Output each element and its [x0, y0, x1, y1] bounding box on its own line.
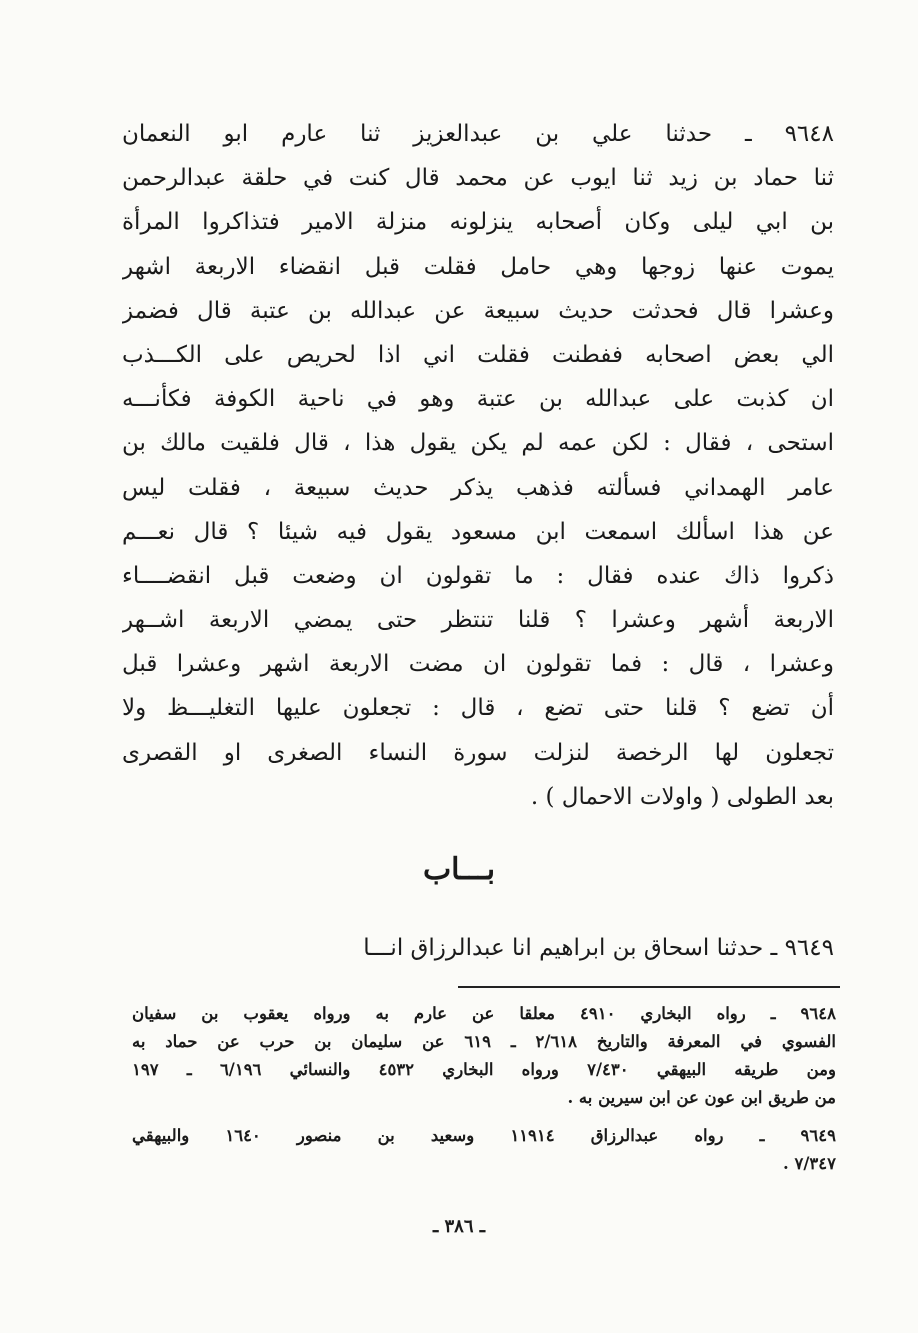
text-line: أن تضع ؟ قلنا حتى تضع ، قال : تجعلون عليها التغليـــظ ولا [122, 695, 834, 722]
text-line: وعشرا قال فحدثت حديث سبيعة عن عبدالله بن عتبة قال فضمز [122, 297, 834, 324]
text-line: وعشرا ، قال : فما تقولون ان مضت الاربعة اشهر وعشرا قبل [122, 651, 834, 678]
footnote-line: ومن طريقه البيهقي ٧/٤٣٠ ورواه البخاري ٤٥٣٢ والنسائي ٦/١٩٦ ـ ١٩٧ [132, 1060, 836, 1079]
footnote-line: ٩٦٤٨ ـ رواه البخاري ٤٩١٠ معلقا عن عارم به ورواه يعقوب بن سفيان [132, 1004, 836, 1023]
chapter-heading: بـــاب [422, 852, 496, 887]
text-line: الي بعض اصحابه ففطنت فقلت اني اذا لحريص على الكـــذب [122, 341, 834, 368]
text-line: ذكروا ذاك عنده فقال : ما تقولون ان وضعت قبل انقضــــاء [122, 562, 834, 589]
text-line: عامر الهمداني فسألته فذهب يذكر حديث سبيعة ، فقلت ليس [122, 474, 834, 501]
text-line: عن هذا اسألك اسمعت ابن مسعود يقول فيه شيئا ؟ قال نعـــم [122, 518, 834, 545]
text-line: بن ابي ليلى وكان أصحابه ينزلونه منزلة الامير فتذاكروا المرأة [122, 209, 834, 236]
footnote-line: من طريق ابن عون عن ابن سيرين به . [567, 1088, 836, 1107]
footnote-line: الفسوي في المعرفة والتاريخ ٢/٦١٨ ـ ٦١٩ عن سليمان بن حرب عن حماد به [132, 1032, 836, 1051]
hadith-9648-text [122, 112, 834, 819]
text-line: بعد الطولى ( واولات الاحمال ) . [530, 783, 834, 810]
footnote-line: ٧/٣٤٧ . [783, 1154, 836, 1173]
text-line: يموت عنها زوجها وهي حامل فقلت قبل انقضاء الاربعة اشهر [122, 253, 834, 280]
text-line: الاربعة أشهر وعشرا ؟ قلنا تنتظر حتى يمضي الاربعة اشــهر [122, 607, 834, 634]
text-line: ثنا حماد بن زيد ثنا ايوب عن محمد قال كنت في حلقة عبدالرحمن [122, 165, 834, 192]
text-line: تجعلون لها الرخصة لنزلت سورة النساء الصغرى او القصرى [122, 739, 834, 766]
text-line: ان كذبت على عبدالله بن عتبة وهو في ناحية الكوفة فكأنـــه [122, 386, 834, 413]
footnotes [132, 1000, 836, 1178]
text-line: ٩٦٤٨ ـ حدثنا علي بن عبدالعزيز ثنا عارم ابو النعمان [122, 121, 834, 147]
hadith-9649-opening: ٩٦٤٩ ـ حدثنا اسحاق بن ابراهيم انا عبدالرزاق انـــا [363, 935, 834, 961]
page-number: ـ ٣٨٦ ـ [432, 1216, 486, 1237]
footnote-line: ٩٦٤٩ ـ رواه عبدالرزاق ١١٩١٤ وسعيد بن منصور ١٦٤٠ والبيهقي [132, 1126, 836, 1145]
footnote-gap [132, 1112, 836, 1122]
footnote-divider [458, 986, 840, 988]
text-line: استحى ، فقال : لكن عمه لم يكن يقول هذا ، قال فلقيت مالك بن [122, 430, 834, 457]
